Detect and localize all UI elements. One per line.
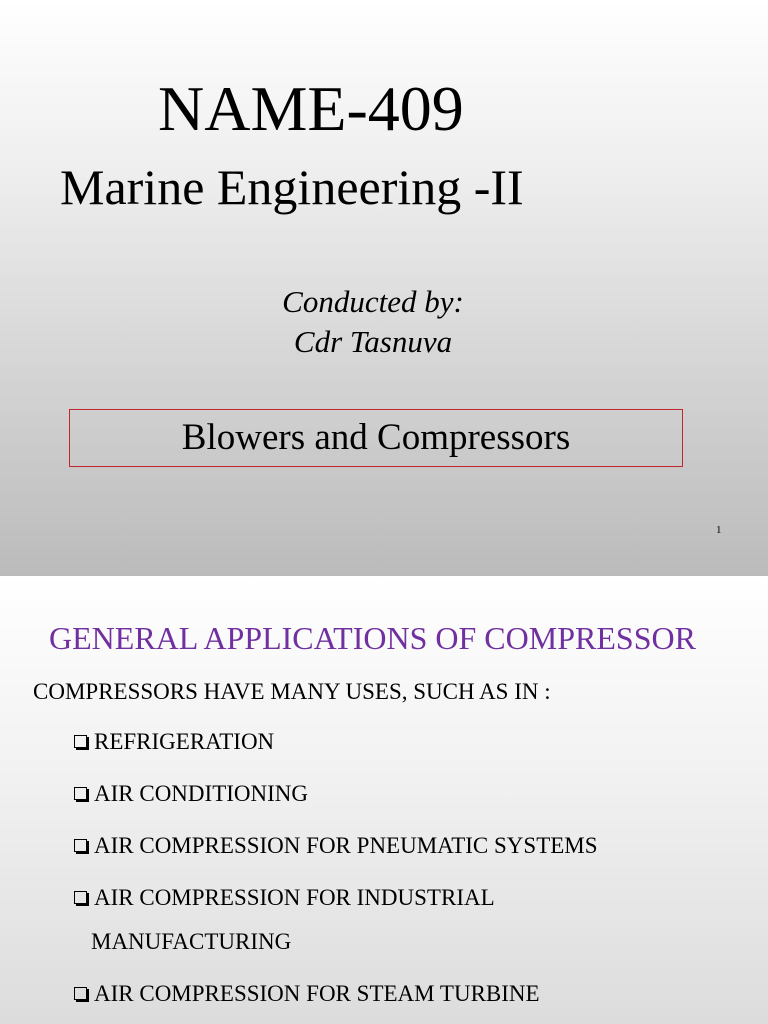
slide-title: GENERAL APPLICATIONS OF COMPRESSOR — [49, 620, 696, 656]
conductor-name: Cdr Tasnuva — [293, 324, 453, 359]
list-item-text: AIR COMPRESSION FOR INDUSTRIAL — [94, 885, 495, 910]
list-item-continuation: MANUFACTURING — [91, 929, 292, 954]
topic-title-box: Blowers and Compressors — [69, 409, 683, 467]
list-item-text: AIR CONDITIONING — [94, 781, 308, 806]
list-item — [72, 830, 752, 862]
checkbox-square-icon — [74, 787, 87, 800]
slide-2 — [0, 576, 768, 1024]
list-item-text: AIR COMPRESSION FOR STEAM TURBINE — [94, 981, 540, 1006]
applications-list — [72, 726, 752, 1024]
list-item — [72, 882, 752, 958]
checkbox-square-icon — [74, 839, 87, 852]
list-item-text: AIR COMPRESSION FOR PNEUMATIC SYSTEMS — [94, 833, 598, 858]
checkbox-square-icon — [74, 987, 87, 1000]
intro-text: COMPRESSORS HAVE MANY USES, SUCH AS IN : — [33, 679, 551, 704]
conducted-by-label: Conducted by: — [282, 284, 464, 319]
checkbox-square-icon — [74, 735, 87, 748]
course-name: Marine Engineering -II — [60, 159, 524, 215]
list-item — [72, 778, 752, 810]
list-item — [72, 978, 752, 1010]
course-code: NAME-409 — [158, 73, 464, 144]
list-item — [72, 726, 752, 758]
list-item-text: REFRIGERATION — [94, 729, 275, 754]
slide-number: 1 — [716, 524, 722, 536]
checkbox-square-icon — [74, 891, 87, 904]
conducted-by-block — [0, 282, 746, 362]
